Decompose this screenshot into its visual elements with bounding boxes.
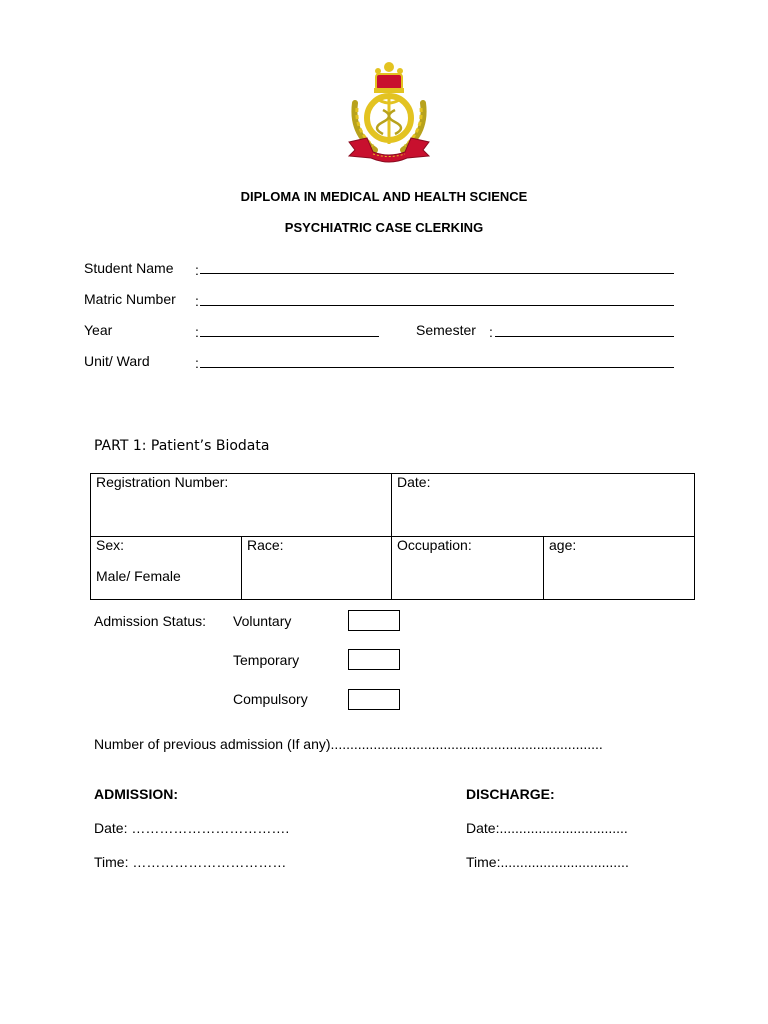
date-cell[interactable]	[392, 474, 695, 537]
date-label: Date:	[397, 474, 431, 490]
sex-options: Male/ Female	[96, 568, 181, 584]
sex-label: Sex:	[96, 537, 125, 553]
semester-field[interactable]	[495, 336, 674, 337]
voluntary-label: Voluntary	[233, 613, 292, 629]
temporary-checkbox[interactable]	[348, 649, 400, 670]
unit-ward-label: Unit/ Ward	[84, 353, 150, 369]
occupation-label: Occupation:	[397, 537, 472, 553]
year-field[interactable]	[200, 336, 379, 337]
race-label: Race:	[247, 537, 284, 553]
unit-ward-field[interactable]	[200, 367, 674, 368]
document-title: DIPLOMA IN MEDICAL AND HEALTH SCIENCE	[240, 189, 528, 204]
admission-heading: ADMISSION:	[94, 786, 178, 802]
matric-number-field[interactable]	[200, 305, 674, 306]
occupation-cell[interactable]	[392, 537, 544, 600]
student-name-label: Student Name	[84, 260, 174, 276]
matric-number-label: Matric Number	[84, 291, 176, 307]
discharge-date-field[interactable]: Date:.................................	[466, 820, 628, 836]
admission-time-field[interactable]: Time: ……………………………	[94, 854, 287, 870]
temporary-label: Temporary	[233, 652, 300, 668]
race-cell[interactable]	[242, 537, 392, 600]
institution-crest-logo	[343, 58, 435, 166]
age-cell[interactable]	[544, 537, 695, 600]
document-subtitle: PSYCHIATRIC CASE CLERKING	[284, 220, 484, 235]
compulsory-checkbox[interactable]	[348, 689, 400, 710]
biodata-table	[90, 473, 695, 600]
registration-number-label: Registration Number:	[96, 474, 229, 490]
student-name-colon: :	[195, 262, 199, 278]
compulsory-label: Compulsory	[233, 691, 308, 707]
student-name-field[interactable]	[200, 273, 674, 274]
previous-admission-field[interactable]: Number of previous admission (If any)......................................................................	[94, 736, 603, 752]
year-colon: :	[195, 324, 199, 340]
voluntary-checkbox[interactable]	[348, 610, 400, 631]
semester-colon: :	[489, 324, 493, 340]
discharge-time-field[interactable]: Time:.................................	[466, 854, 629, 870]
sex-cell[interactable]	[91, 537, 242, 600]
age-label: age:	[549, 537, 577, 553]
registration-number-cell[interactable]	[91, 474, 392, 537]
semester-label: Semester	[416, 322, 476, 338]
part1-heading: PART 1: Patient’s Biodata	[94, 438, 270, 454]
crown-icon	[374, 62, 404, 93]
matric-number-colon: :	[195, 293, 199, 309]
discharge-heading: DISCHARGE:	[466, 786, 555, 802]
admission-status-label: Admission Status:	[94, 613, 207, 629]
unit-ward-colon: :	[195, 355, 199, 371]
admission-date-field[interactable]: Date: …………………………….	[94, 820, 290, 836]
year-label: Year	[84, 322, 113, 338]
